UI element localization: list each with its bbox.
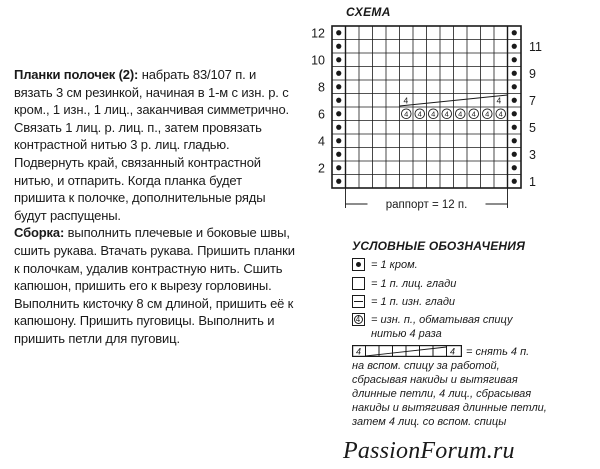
- kromka-stitch: [512, 57, 517, 62]
- wrap-stitch-digit: 4: [498, 109, 503, 119]
- legend-item-purl: [352, 295, 455, 309]
- kromka-stitch: [336, 165, 341, 170]
- row-label-left: 10: [311, 53, 325, 68]
- legend-text: = 1 п. изн. глади: [371, 296, 456, 308]
- legend-text-remove-first: [466, 345, 529, 359]
- wrap-stitch-digit: 4: [431, 109, 436, 119]
- paragraph-planks: [14, 66, 296, 224]
- legend-text-remove-rest: [352, 359, 557, 429]
- row-label-left: 2: [318, 161, 325, 176]
- kromka-stitch: [336, 138, 341, 143]
- row-label-right: 1: [529, 174, 536, 189]
- kromka-stitch: [336, 111, 341, 116]
- legend-text: = снять 4 п.: [466, 346, 530, 358]
- planks-label: Планки полочек (2):: [14, 67, 139, 82]
- schema-title: СХЕМА: [346, 5, 391, 19]
- instructions-text: [14, 66, 296, 348]
- cross-digit-right: 4: [496, 95, 502, 106]
- paragraph-assembly: [14, 224, 296, 347]
- legend-item-knit: [352, 277, 456, 291]
- row-label-left: 12: [311, 26, 325, 41]
- repeat-label: раппорт = 12 п.: [385, 199, 468, 211]
- planks-text: набрать 83/107 п. и вязать 3 см резинкой, начиная в 1-м с изн. р. с кром., 1 изн., 1 лиц., заканчивая симметрично. Связать 1 лиц. р. лиц. п., затем провязать контрастной нитью 3 р. лиц. гладью. Подвернуть край, связанный контрастной нитью, и отпарить. Когда планка будет пришита к полочке, дополнительные ряды будут распущены.: [14, 67, 289, 223]
- wrap-stitch-digit: 4: [485, 109, 490, 119]
- kromka-stitch: [336, 44, 341, 49]
- row-label-right: 3: [529, 147, 536, 162]
- watermark: PassionForum.ru: [343, 438, 515, 464]
- kromka-stitch: [512, 30, 517, 35]
- kromka-stitch: [336, 30, 341, 35]
- legend-text: = изн. п., обматывая спицу нитью 4 раза: [371, 314, 513, 340]
- kromka-stitch: [336, 71, 341, 76]
- kromka-stitch: [336, 57, 341, 62]
- wrap-stitch-digit: 4: [404, 109, 409, 119]
- legend-title: УСЛОВНЫЕ ОБОЗНАЧЕНИЯ: [352, 239, 526, 253]
- row-label-left: 4: [318, 134, 325, 149]
- purl-icon: [352, 295, 365, 308]
- kromka-stitch: [512, 138, 517, 143]
- kromka-stitch: [336, 125, 341, 130]
- remove-digit-left: 4: [356, 346, 362, 357]
- remove-digit-right: 4: [450, 346, 456, 357]
- kromka-stitch: [512, 125, 517, 130]
- row-label-right: 11: [529, 39, 542, 54]
- wrap-stitch-digit: 4: [458, 109, 463, 119]
- kromka-stitch: [336, 179, 341, 184]
- kromka-stitch: [512, 44, 517, 49]
- kromka-stitch: [512, 152, 517, 157]
- legend-text: = 1 кром.: [371, 259, 418, 271]
- legend-item-kromka: [352, 258, 418, 272]
- kromka-stitch: [512, 165, 517, 170]
- cross-digit-left: 4: [403, 95, 409, 106]
- wrap-digit: 4: [354, 315, 363, 324]
- wrap-stitch-digit: 4: [417, 109, 422, 119]
- kromka-stitch: [512, 98, 517, 103]
- assembly-label: Сборка:: [14, 225, 65, 241]
- row-label-right: 5: [529, 120, 536, 135]
- assembly-text: выполнить плечевые и боковые швы, сшить рукава. Втачать рукава. Пришить планки к полочкам, удалив контрастную нить. Сшить капюшон, пришить его к вырезу горловины. Выполнить кисточку 8 см длиной, пришить её к капюшону. Пришить пуговицы. Выполнить и пришить петли для пуговиц.: [14, 225, 295, 346]
- wrap-stitch-digit: 4: [444, 109, 449, 119]
- kromka-stitch: [512, 179, 517, 184]
- kromka-stitch: [336, 84, 341, 89]
- kromka-stitch: [512, 71, 517, 76]
- row-label-right: 7: [529, 93, 536, 108]
- knitting-chart: [300, 20, 590, 225]
- row-label-left: 6: [318, 107, 325, 122]
- legend-text: = 1 п. лиц. глади: [371, 278, 457, 290]
- kromka-stitch: [512, 111, 517, 116]
- wrap-icon: [352, 313, 365, 326]
- kromka-stitch: [336, 98, 341, 103]
- remove-icon: [352, 345, 462, 357]
- kromka-stitch: [336, 152, 341, 157]
- kromka-icon: [352, 258, 365, 271]
- legend-text: на вспом. спицу за работой, сбрасывая накиды и вытягивая длинные петли, 4 лиц., сбрасывая накиды и вытягивая длинные петли, затем 4 лиц. со вспом. спицы: [352, 360, 547, 428]
- row-label-left: 8: [318, 80, 325, 95]
- wrap-stitch-digit: 4: [471, 109, 476, 119]
- knit-icon: [352, 277, 365, 290]
- kromka-stitch: [512, 84, 517, 89]
- legend-item-remove: [352, 345, 466, 357]
- legend-item-wrap: [352, 313, 546, 341]
- row-label-right: 9: [529, 66, 536, 81]
